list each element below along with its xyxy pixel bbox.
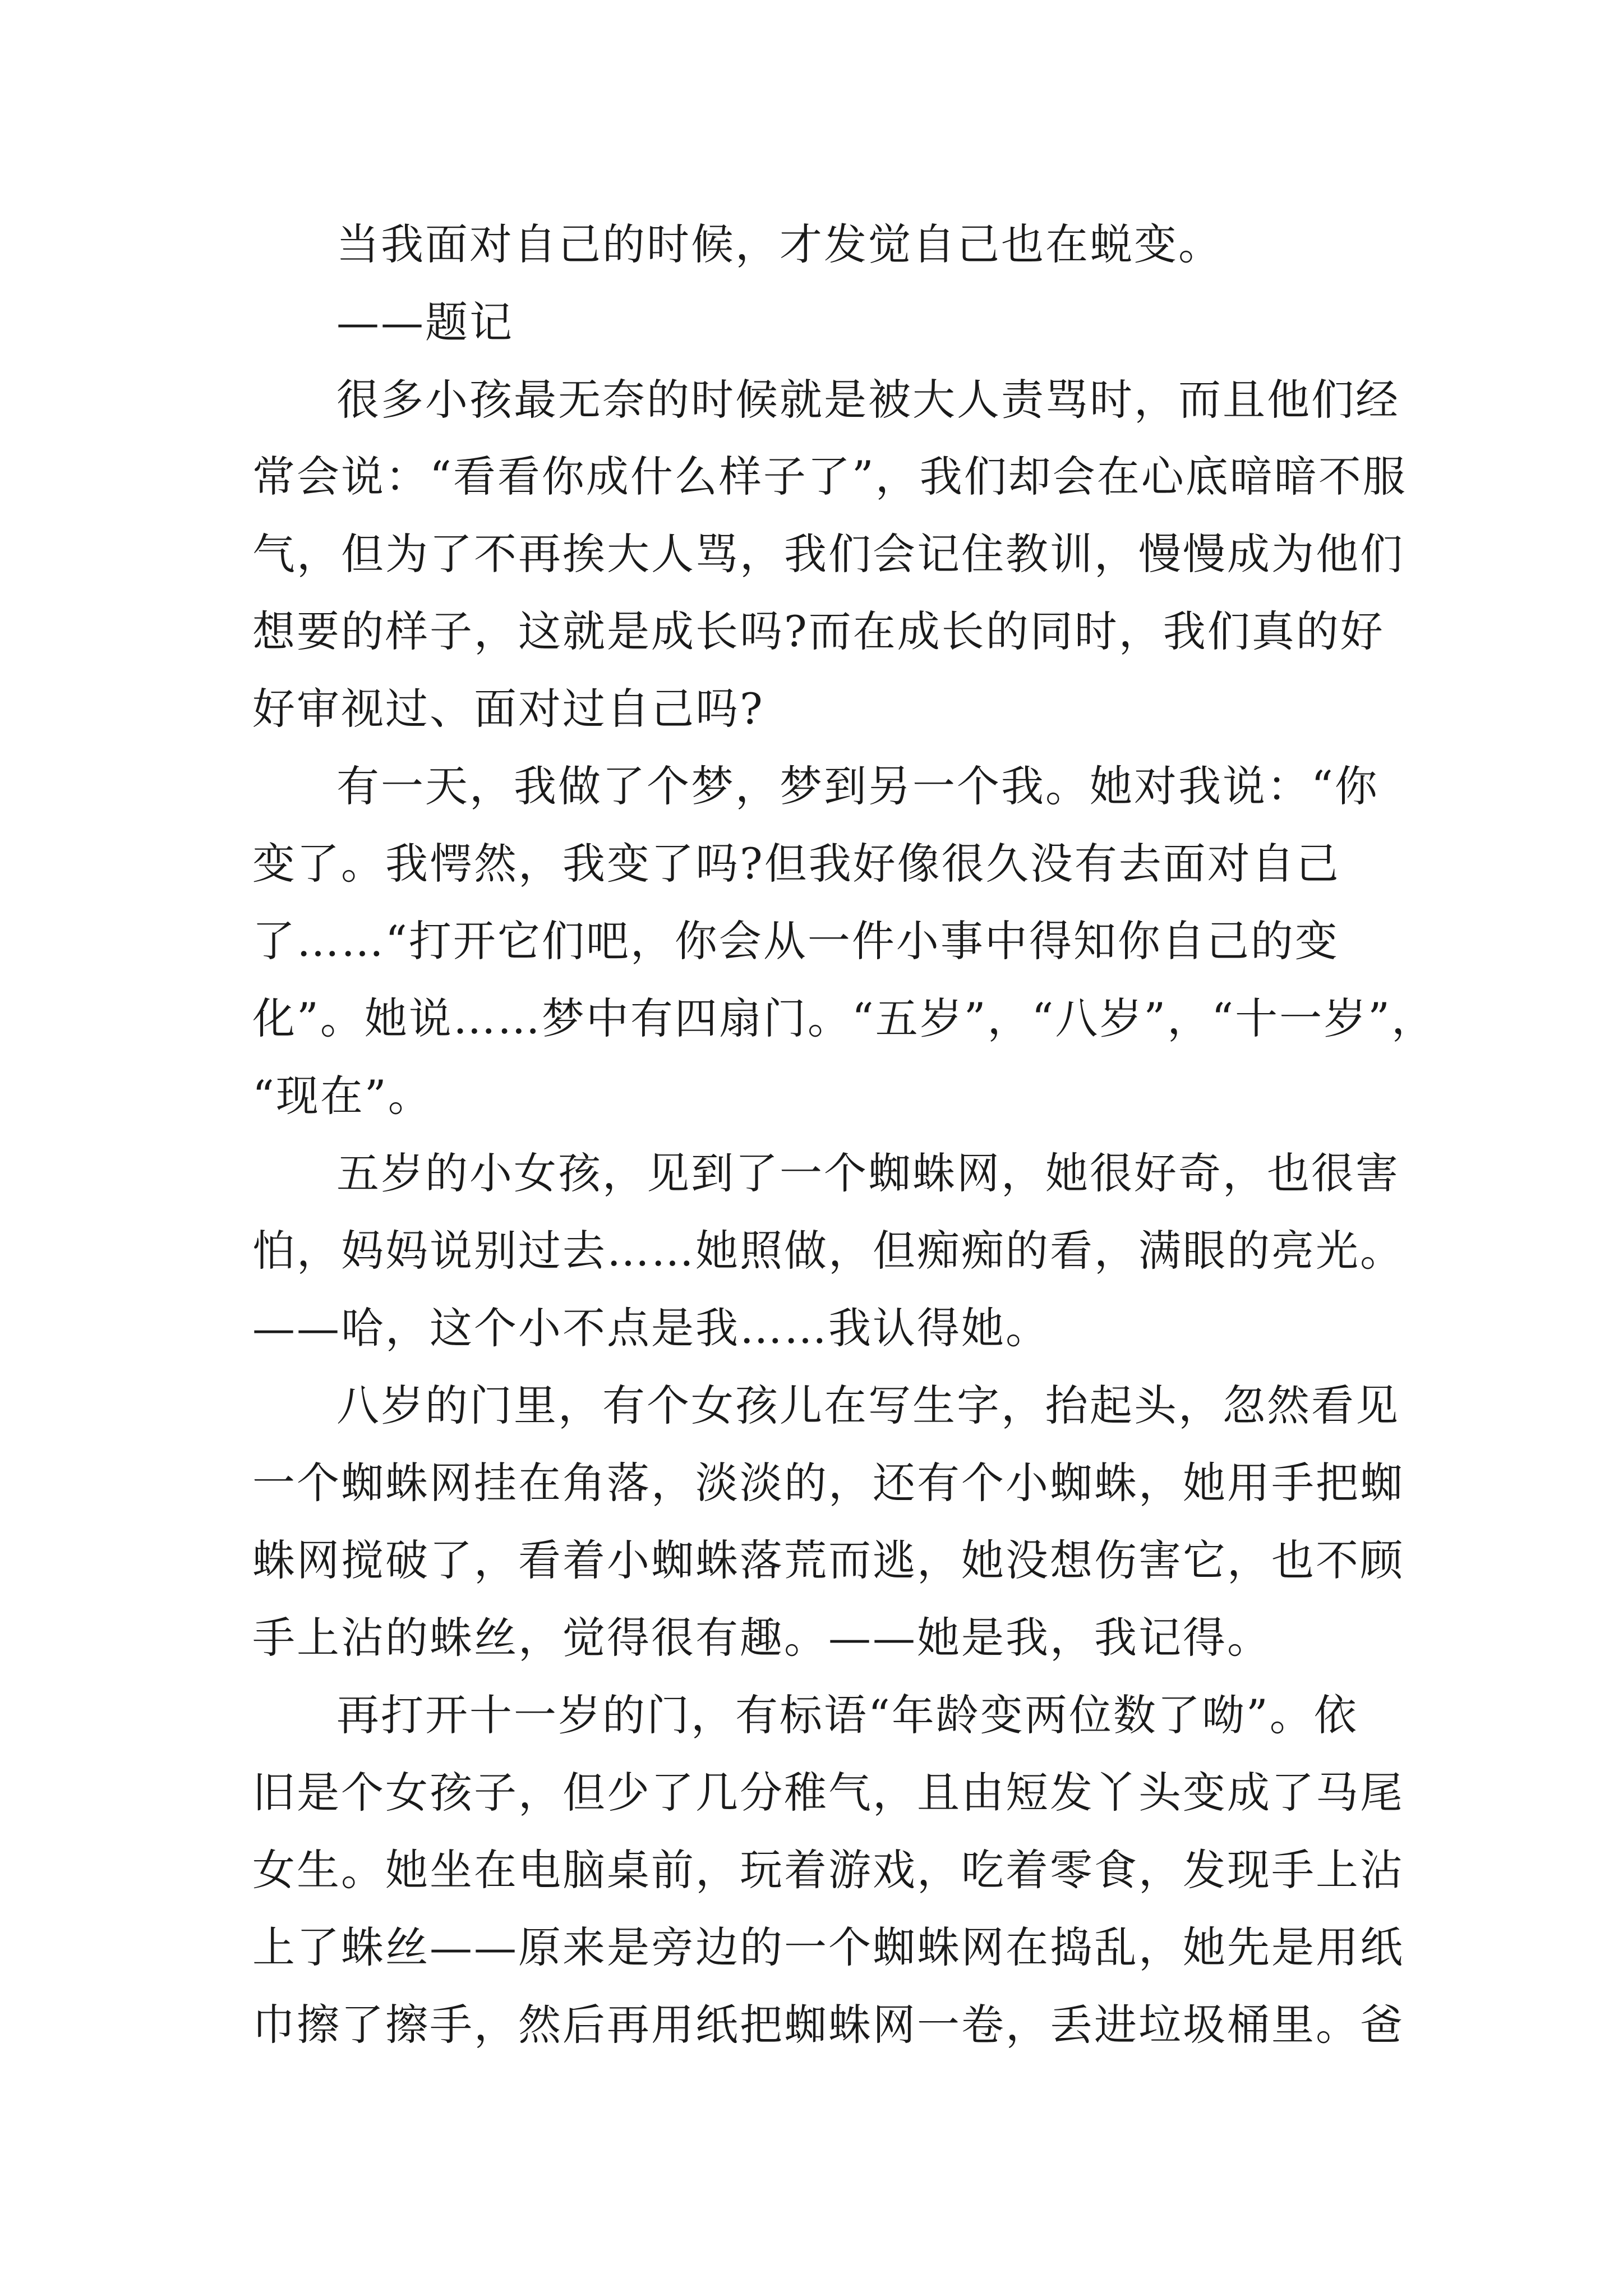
text-line: “现在”。 bbox=[252, 1071, 432, 1121]
text-line: 好审视过、面对过自己吗? bbox=[252, 684, 764, 734]
text-line: ——哈，这个小不点是我……我认得她。 bbox=[252, 1303, 1050, 1353]
text-line: 上了蛛丝——原来是旁边的一个蜘蛛网在捣乱，她先是用纸 bbox=[252, 1922, 1404, 1972]
text-line: 了……“打开它们吧，你会从一件小事中得知你自己的变 bbox=[252, 916, 1339, 966]
text-line: 常会说：“看看你成什么样子了”，我们却会在心底暗暗不服 bbox=[252, 452, 1407, 501]
text-line: 当我面对自己的时候，才发觉自己也在蜕变。 bbox=[336, 219, 1223, 269]
text-line: 化”。她说……梦中有四扇门。“五岁”，“八岁”，“十一岁”， bbox=[252, 993, 1436, 1043]
text-line: 女生。她坐在电脑桌前，玩着游戏，吃着零食，发现手上沾 bbox=[252, 1845, 1404, 1895]
text-line: 再打开十一岁的门，有标语“年龄变两位数了呦”。依 bbox=[336, 1690, 1358, 1740]
text-line: 蛛网搅破了，看着小蜘蛛落荒而逃，她没想伤害它，也不顾 bbox=[252, 1535, 1404, 1585]
text-line: 想要的样子，这就是成长吗?而在成长的同时，我们真的好 bbox=[252, 606, 1385, 656]
text-line: 怕，妈妈说别过去……她照做，但痴痴的看，满眼的亮光。 bbox=[252, 1226, 1404, 1276]
text-line: 很多小孩最无奈的时候就是被大人责骂时，而且他们经 bbox=[336, 375, 1400, 425]
text-line: ——题记 bbox=[336, 297, 514, 347]
text-line: 五岁的小女孩，见到了一个蜘蛛网，她很好奇，也很害 bbox=[336, 1148, 1400, 1198]
text-line: 有一天，我做了个梦，梦到另一个我。她对我说：“你 bbox=[336, 761, 1379, 811]
text-line: 巾擦了擦手，然后再用纸把蜘蛛网一卷，丢进垃圾桶里。爸 bbox=[252, 2000, 1404, 2050]
text-line: 八岁的门里，有个女孩儿在写生字，抬起头，忽然看见 bbox=[336, 1381, 1400, 1430]
text-line: 旧是个女孩子，但少了几分稚气，且由短发丫头变成了马尾 bbox=[252, 1768, 1404, 1818]
text-line: 变了。我愕然，我变了吗?但我好像很久没有去面对自己 bbox=[252, 839, 1340, 889]
text-line: 一个蜘蛛网挂在角落，淡淡的，还有个小蜘蛛，她用手把蜘 bbox=[252, 1458, 1404, 1508]
text-line: 气，但为了不再挨大人骂，我们会记住教训，慢慢成为他们 bbox=[252, 529, 1404, 579]
text-line: 手上沾的蛛丝，觉得很有趣。——她是我，我记得。 bbox=[252, 1613, 1271, 1663]
